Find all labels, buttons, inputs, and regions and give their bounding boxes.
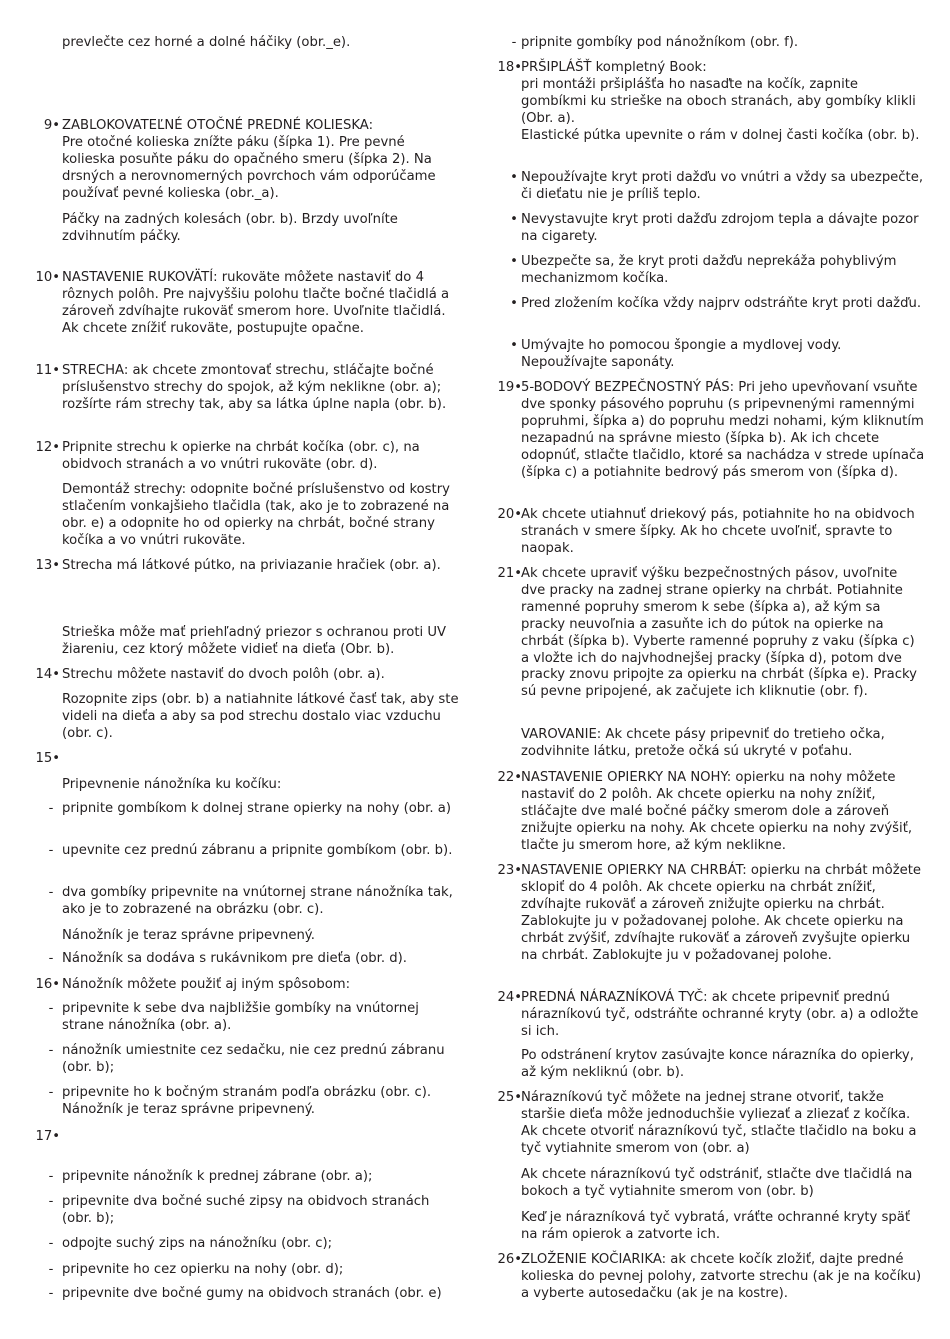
paragraph-text	[0, 625, 460, 659]
paragraph-text: prevlečte cez horné a dolné háčiky (obr._e).	[62, 35, 351, 50]
bullet-marker: •	[510, 338, 518, 353]
paragraph-text: Rozopnite zips (obr. b) a natiahnite látkové časť tak, aby ste videli na dieťa a aby sa pod strechu dostalo viac vzduchu (obr. c).	[62, 692, 459, 741]
paragraph-text: Strecha má látkové pútko, na priviazanie hračiek (obr. a).	[62, 558, 441, 573]
dash-marker: -	[48, 1001, 54, 1016]
dash-marker: -	[48, 843, 54, 858]
paragraph-num	[485, 770, 925, 855]
paragraph-text	[485, 1167, 925, 1201]
paragraph-text: Nánožník sa dodáva s rukávnikom pre dieťa (obr. d).	[62, 951, 407, 966]
paragraph-text: pripevnite k sebe dva najbližšie gombíky na vnútornej strane nánožníka (obr. a).	[62, 1001, 419, 1033]
paragraph-text: Strechu môžete nastaviť do dvoch polôh (obr. a).	[62, 667, 385, 682]
paragraph-text	[0, 212, 460, 246]
paragraph-text: pripevnite dve bočné gumy na obidvoch stranách (obr. e)	[62, 1286, 442, 1301]
item-number: 15•	[35, 751, 60, 766]
paragraph-dash	[0, 1236, 460, 1253]
paragraph-text	[485, 1210, 925, 1244]
paragraph-text: VAROVANIE: Ak chcete pásy pripevniť do tretieho očka, zodvihnite látku, pretože očká sú ukryté v poťahu.	[521, 727, 885, 759]
paragraph-num	[485, 380, 925, 481]
paragraph-text: Ak chcete upraviť výšku bezpečnostných pásov, uvoľnite dve pracky na zadnej strane opierky na chrbát. Potiahnite ramenné popruhy smerom k sebe (šípka a), až kým sa pracky neuvoľnia a zasuňte ich do pútok na opierke na chrbát (šípka b). Vyberte ramenné popruhy z vaku (šípka c) a vložte ich do najvhodnejšej pracky (šípka d), potom dve pracky znovu pripojte za opierku na chrbát (šípka e). Pracky sú pevne pripojené, ak začujete ich kliknutie (obr. f).	[521, 566, 917, 700]
item-number: 19•	[497, 380, 522, 395]
paragraph-text: Nevystavujte kryt proti dažďu zdrojom tepla a dávajte pozor na cigarety.	[521, 212, 919, 244]
paragraph-bullet	[485, 254, 925, 288]
paragraph-num	[0, 667, 460, 684]
item-number: 23•	[497, 863, 522, 878]
item-number: 26•	[497, 1252, 522, 1267]
dash-marker: -	[48, 1085, 54, 1100]
item-number: 25•	[497, 1090, 522, 1105]
paragraph-text	[485, 727, 925, 761]
item-number: 9•	[43, 118, 60, 133]
bullet-marker: •	[510, 212, 518, 227]
paragraph-bullet	[485, 296, 925, 313]
dash-marker: -	[511, 35, 517, 50]
item-number: 18•	[497, 60, 522, 75]
bullet-marker: •	[510, 170, 518, 185]
paragraph-text: Nánožník je teraz správne pripevnený.	[62, 928, 315, 943]
item-number: 10•	[35, 270, 60, 285]
paragraph-num	[485, 507, 925, 558]
item-number: 20•	[497, 507, 522, 522]
paragraph-num	[0, 270, 460, 338]
item-number: 16•	[35, 977, 60, 992]
paragraph-text: 5-BODOVÝ BEZPEČNOSTNÝ PÁS: Pri jeho upevňovaní vsuňte dve sponky pásového popruhu (s pripevnenými ramennými popruhmi, šípka a) do popruhu medzi nohami, kým kliknutím nezapadnú na správne miesto (šípka b). Ak ich chcete odopnúť, stlačte tlačidlo, ktoré sa nachádza v strede upínača (šípka c) a potiahnite bedrový pás smerom von (šípka d).	[521, 380, 925, 480]
paragraph-dash	[0, 843, 460, 860]
dash-marker: -	[48, 885, 54, 900]
item-number: 17•	[35, 1129, 60, 1144]
paragraph-text: odpojte suchý zips na nánožníku (obr. c);	[62, 1236, 333, 1251]
item-number: 12•	[35, 440, 60, 455]
paragraph-dash	[0, 1286, 460, 1303]
paragraph-text: dva gombíky pripevnite na vnútornej strane nánožníka tak, ako je to zobrazené na obrázku (obr. c).	[62, 885, 453, 917]
paragraph-num	[0, 118, 460, 203]
paragraph-dash	[0, 1001, 460, 1035]
paragraph-text: pripevnite dva bočné suché zipsy na obidvoch stranách (obr. b);	[62, 1194, 430, 1226]
dash-marker: -	[48, 1169, 54, 1184]
paragraph-num	[485, 863, 925, 964]
paragraph-text: Umývajte ho pomocou špongie a mydlovej vody. Nepoužívajte saponáty.	[521, 338, 842, 370]
paragraph-text: ZABLOKOVATEĽNÉ OTOČNÉ PREDNÉ KOLIESKA: Pre otočné kolieska znížte páku (šípka 1). Pre pevné kolieska posuňte páku do opačného smeru (šípka 2). Na drsných a nerovnomerných povrchoch vám odporúčame používať pevné kolieska (obr._a).	[62, 118, 436, 201]
item-number: 14•	[35, 667, 60, 682]
bullet-marker: •	[510, 296, 518, 311]
bullet-marker: •	[510, 254, 518, 269]
paragraph-dash	[0, 1043, 460, 1077]
paragraph-num	[0, 558, 460, 575]
paragraph-text: Keď je nárazníková tyč vybratá, vráťte ochranné kryty späť na rám opierok a zatvorte ich.	[521, 1210, 911, 1242]
paragraph-dash	[0, 1262, 460, 1279]
paragraph-text	[485, 1048, 925, 1082]
paragraph-text	[0, 777, 460, 794]
item-number: 21•	[497, 566, 522, 581]
paragraph-text: NASTAVENIE OPIERKY NA CHRBÁT: opierku na chrbát môžete sklopiť do 4 polôh. Ak chcete opierku na chrbát znížiť, zdvíhajte rukoväť a zároveň znižujte opierku na chrbát. Zablokujte ju v požadovanej polohe. Ak chcete opierku na chrbát zvýšiť, zdvíhajte rukoväť a zároveň zvyšujte opierku na chrbát. Zablokujte ju v požadovanej polohe.	[521, 863, 922, 963]
paragraph-text: NASTAVENIE OPIERKY NA NOHY: opierku na nohy môžete nastaviť do 2 polôh. Ak chcete opierku na nohy znížiť, stláčajte dve malé bočné páčky smerom dole a zároveň znižujte opierku na nohy. Ak chcete opierku na nohy zvýšiť, tlačte ju smerom hore, až kým neklikne.	[521, 770, 913, 853]
paragraph-dash	[0, 951, 460, 968]
paragraph-text: upevnite cez prednú zábranu a pripnite gombíkom (obr. b).	[62, 843, 453, 858]
paragraph-dash	[485, 35, 925, 52]
paragraph-text: Páčky na zadných kolesách (obr. b). Brzdy uvoľníte zdvihnutím páčky.	[62, 212, 398, 244]
paragraph-text: PRŠIPLÁŠŤ kompletný Book: pri montáži pršiplášťa ho nasaďte na kočík, zapnite gombíkmi ku strieške na oboch stranách, aby gombíky klikli (Obr. a). Elastické pútka upevnite o rám v dolnej časti kočíka (obr. b).	[521, 60, 920, 143]
paragraph-num	[485, 990, 925, 1041]
paragraph-text: Pripnite strechu k opierke na chrbát kočíka (obr. c), na obidvoch stranách a vo vnútri rukoväte (obr. d).	[62, 440, 420, 472]
paragraph-text	[0, 692, 460, 743]
paragraph-bullet	[485, 170, 925, 204]
paragraph-num	[0, 363, 460, 414]
dash-marker: -	[48, 1194, 54, 1209]
paragraph-text: pripnite gombíky pod nánožníkom (obr. f).	[521, 35, 799, 50]
dash-marker: -	[48, 1286, 54, 1301]
paragraph-num	[485, 1252, 925, 1303]
paragraph-text: Strieška môže mať priehľadný priezor s ochranou proti UV žiareniu, cez ktorý môžete vidieť na dieťa (Obr. b).	[62, 625, 447, 657]
dash-marker: -	[48, 1043, 54, 1058]
dash-marker: -	[48, 951, 54, 966]
item-number: 13•	[35, 558, 60, 573]
paragraph-dash	[0, 1169, 460, 1186]
paragraph-text: pripevnite ho cez opierku na nohy (obr. d);	[62, 1262, 344, 1277]
paragraph-text: Ak chcete utiahnuť driekový pás, potiahnite ho na obidvoch stranách v smere šípky. Ak ho chcete uvoľniť, spravte to naopak.	[521, 507, 915, 556]
paragraph-dash	[0, 1194, 460, 1228]
paragraph-text: Nánožník môžete použiť aj iným spôsobom:	[62, 977, 351, 992]
paragraph-text	[0, 482, 460, 550]
paragraph-text: Pred zložením kočíka vždy najprv odstráňte kryt proti dažďu.	[521, 296, 922, 311]
paragraph-bullet	[485, 212, 925, 246]
paragraph-text: ZLOŽENIE KOČIARIKA: ak chcete kočík zložiť, dajte predné kolieska do pevnej polohy, zatvorte strechu (ak je na kočíku) a vyberte autosedačku (ak je na kostre).	[521, 1252, 922, 1301]
paragraph-text: Pripevnenie nánožníka ku kočíku:	[62, 777, 282, 792]
paragraph-text: Ak chcete nárazníkovú tyč odstrániť, stlačte dve tlačidlá na bokoch a tyč vytiahnite smerom von (obr. b)	[521, 1167, 913, 1199]
paragraph-bullet	[485, 338, 925, 372]
paragraph-text: pripevnite ho k bočným stranám podľa obrázku (obr. c). Nánožník je teraz správne pripevnený.	[62, 1085, 432, 1117]
paragraph-text	[0, 35, 460, 52]
item-number: 11•	[35, 363, 60, 378]
paragraph-num	[485, 1090, 925, 1158]
paragraph-text: NASTAVENIE RUKOVÄTÍ: rukoväte môžete nastaviť do 4 rôznych polôh. Pre najvyššiu polohu tlačte bočné tlačidlá a zároveň zdvíhajte rukoväť smerom hore. Uvoľnite tlačidlá. Ak chcete znížiť rukoväte, postupujte opačne.	[62, 270, 450, 336]
paragraph-text: pripnite gombíkom k dolnej strane opierky na nohy (obr. a)	[62, 801, 452, 816]
paragraph-text: Demontáž strechy: odopnite bočné príslušenstvo od kostry stlačením vonkajšieho tlačidla (tak, ako je to zobrazené na obr. e) a odopnite ho od opierky na chrbát, bočné strany kočíka a vo vnútri rukoväte.	[62, 482, 450, 548]
paragraph-text: STRECHA: ak chcete zmontovať strechu, stláčajte bočné príslušenstvo strechy do spojok, až kým neklikne (obr. a); rozšírte rám strechy tak, aby sa látka úplne napla (obr. b).	[62, 363, 447, 412]
dash-marker: -	[48, 1262, 54, 1277]
paragraph-text: PREDNÁ NÁRAZNÍKOVÁ TYČ: ak chcete pripevniť prednú nárazníkovú tyč, odstráňte ochranné kryty (obr. a) a odložte si ich.	[521, 990, 919, 1039]
paragraph-num	[485, 566, 925, 701]
paragraph-text: Nepoužívajte kryt proti dažďu vo vnútri a vždy sa ubezpečte, či dieťatu nie je príliš teplo.	[521, 170, 924, 202]
item-number: 24•	[497, 990, 522, 1005]
paragraph-dash	[0, 885, 460, 919]
paragraph-text: Nárazníkovú tyč môžete na jednej strane otvoriť, takže staršie dieťa môže jednoduchšie vyliezať a zliezať z kočíka. Ak chcete otvoriť nárazníkovú tyč, stlačte tlačidlo na boku a tyč vytiahnite smerom von (obr. a)	[521, 1090, 917, 1156]
paragraph-num	[485, 60, 925, 145]
paragraph-text	[0, 928, 460, 945]
dash-marker: -	[48, 801, 54, 816]
paragraph-text: nánožník umiestnite cez sedačku, nie cez prednú zábranu (obr. b);	[62, 1043, 445, 1075]
paragraph-text: Po odstránení krytov zasúvajte konce nárazníka do opierky, až kým nekliknú (obr. b).	[521, 1048, 914, 1080]
item-number: 22•	[497, 770, 522, 785]
paragraph-text: Ubezpečte sa, že kryt proti dažďu neprekáža pohyblivým mechanizmom kočíka.	[521, 254, 897, 286]
paragraph-dash	[0, 1085, 460, 1119]
paragraph-num	[0, 440, 460, 474]
dash-marker: -	[48, 1236, 54, 1251]
paragraph-text: pripevnite nánožník k prednej zábrane (obr. a);	[62, 1169, 373, 1184]
paragraph-dash	[0, 801, 460, 818]
paragraph-num	[0, 977, 460, 994]
